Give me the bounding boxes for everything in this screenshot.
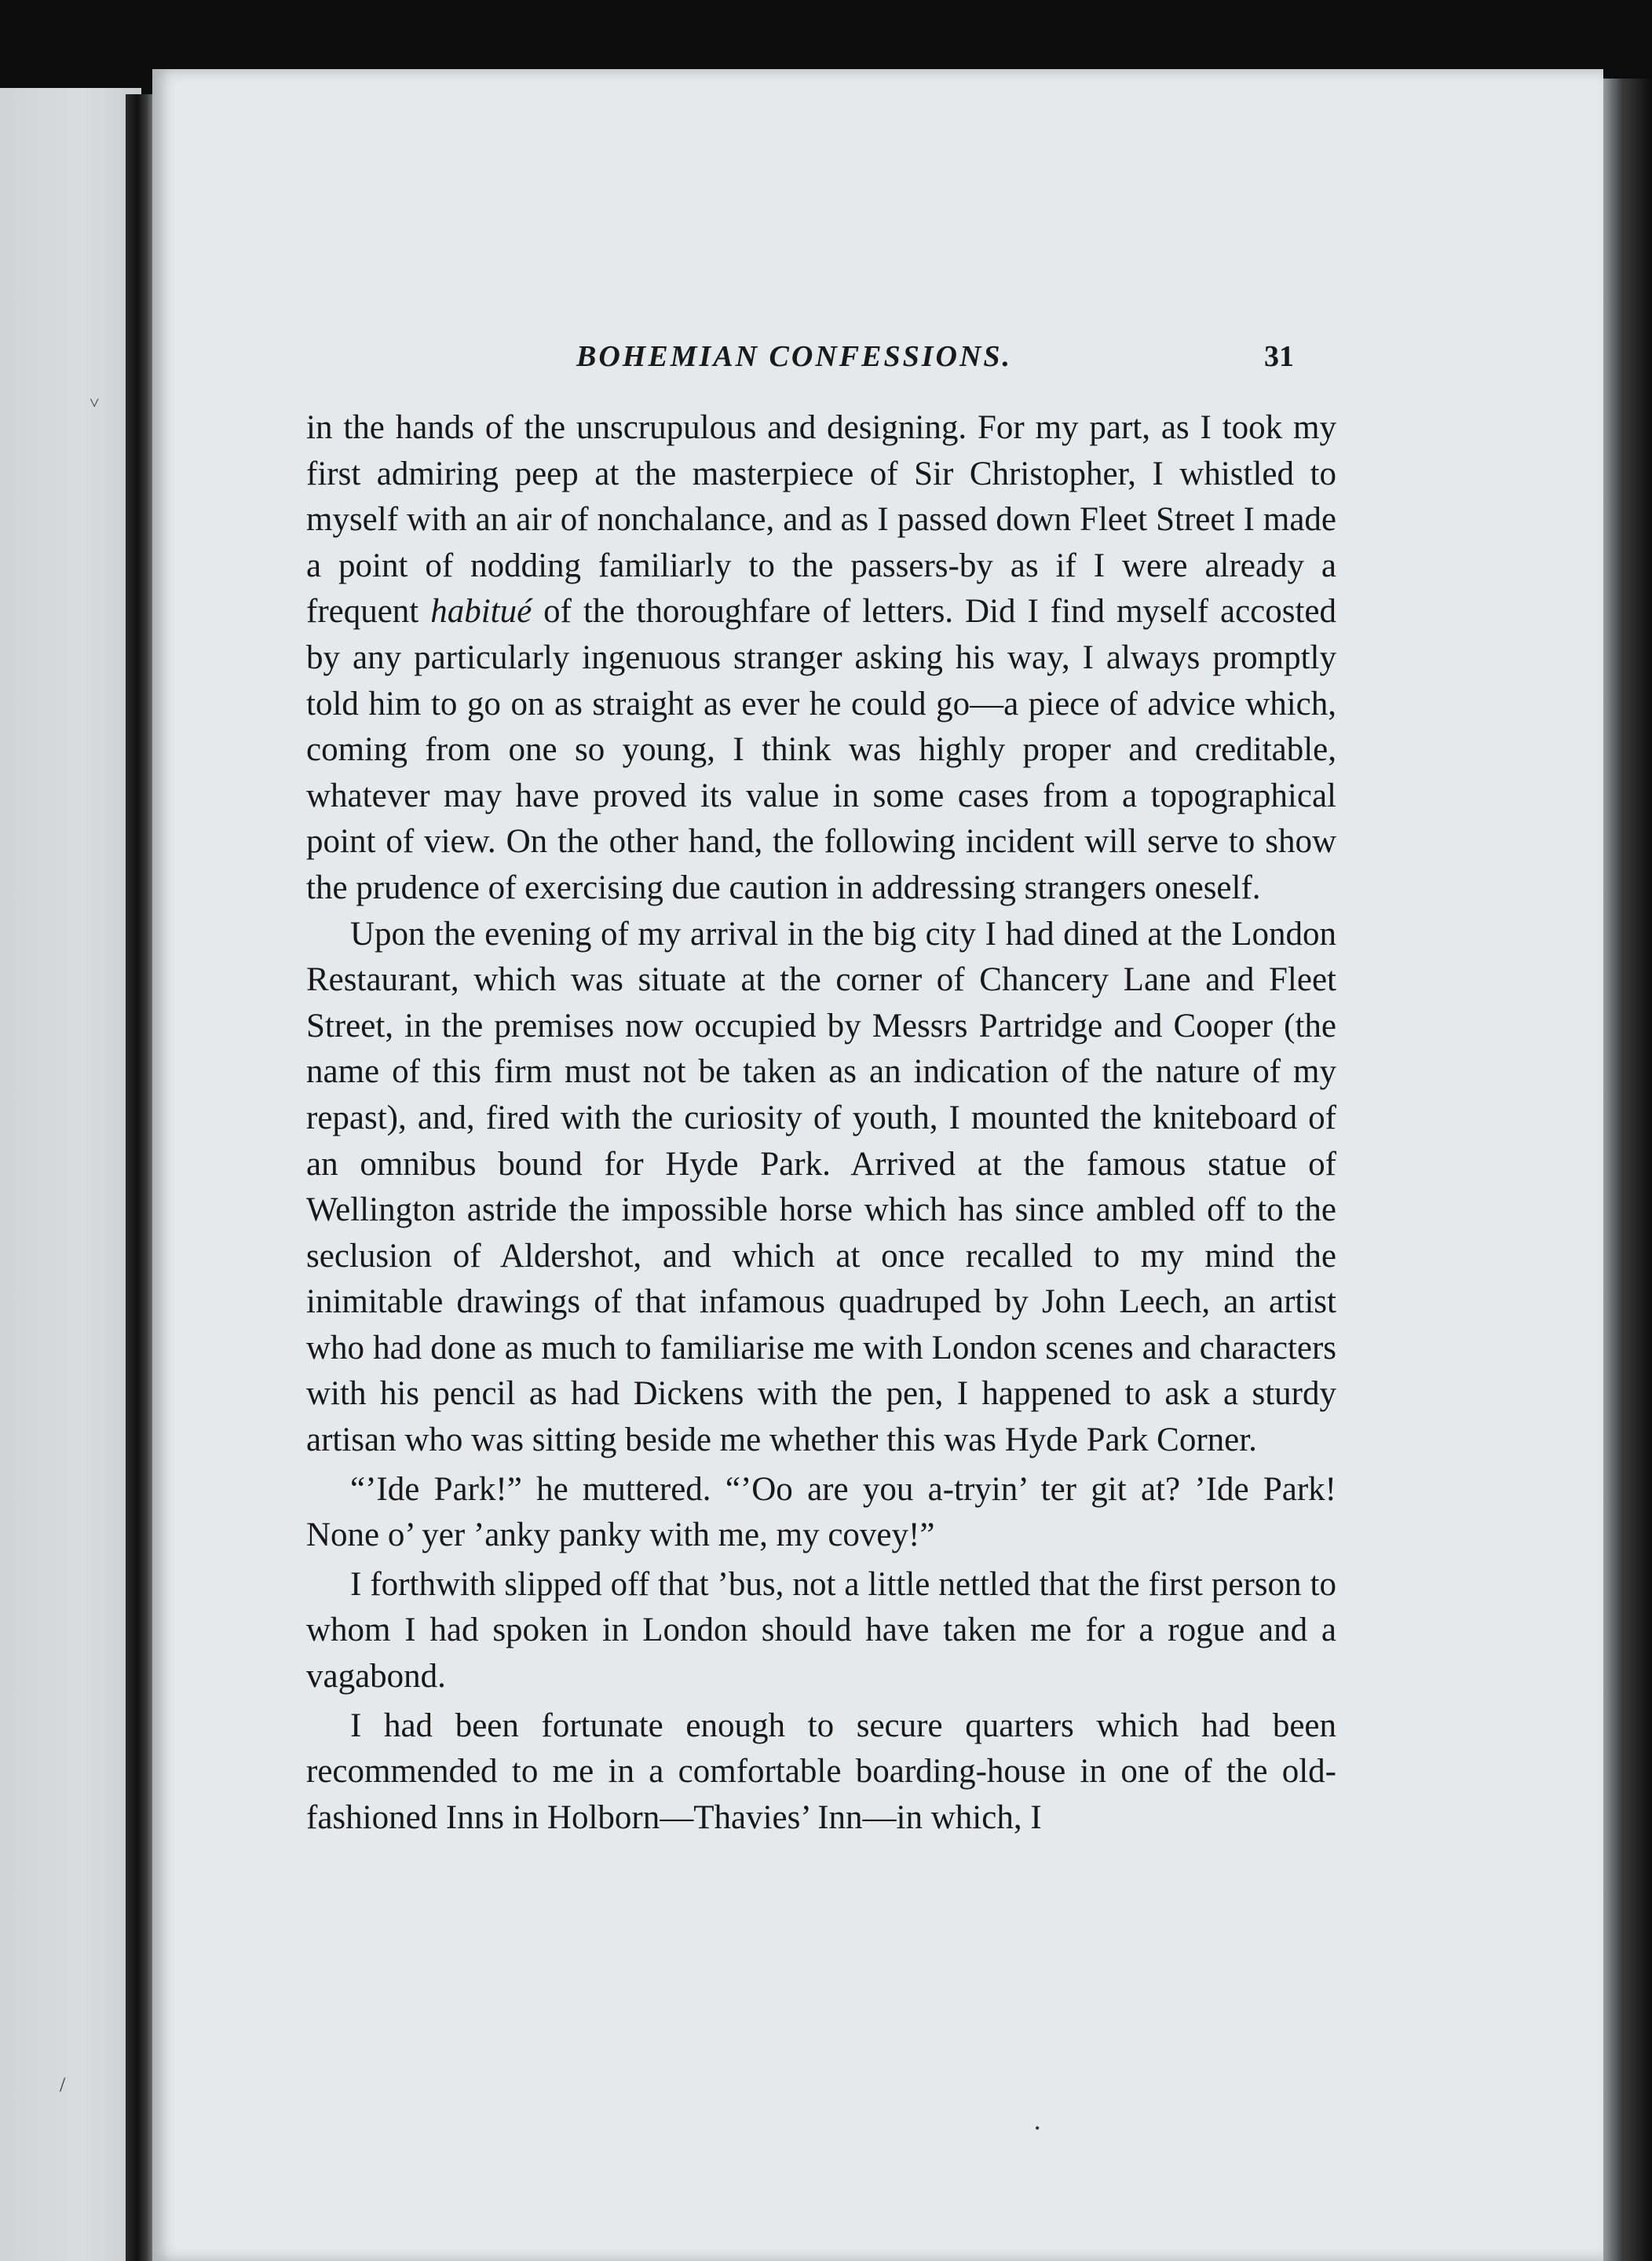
facing-page-edge: [0, 88, 141, 2261]
paragraph: “’Ide Park!” he muttered. “’Oo are you a-tryin’ ter git at? ’Ide Park! None o’ yer ’anky panky with me, my covey!”: [306, 1470, 1336, 1554]
paragraph: Upon the evening of my arrival in the big city I had dined at the London Restaurant, which was situate at the corner of Chancery Lane and Fleet Street, in the premises now occupied by Messrs Partridge and Cooper (the name of this firm must not be taken as an indication of the nature of my repast), and, fired with the curiosity of youth, I mounted the kniteboard of an omnibus bound for Hyde Park. Arrived at the famous statue of Wellington astride the impossible horse which has since ambled off to the seclusion of Aldershot, and which at once recalled to my mind the inimitable drawings of that infamous quadruped by John Leech, an artist who had done as much to familiarise me with London scenes and characters with his pencil as had Dickens with the pen, I happened to ask a sturdy artisan who was sitting beside me whether this was Hyde Park Corner.: [306, 915, 1336, 1459]
paragraph: [306, 405, 1336, 912]
paragraph: I forthwith slipped off that ’bus, not a little nettled that the first person to whom I had spoken in London should have taken me for a rogue and a vagabond.: [306, 1565, 1336, 1696]
margin-speck: /: [60, 2073, 66, 2096]
running-title: BOHEMIAN CONFESSIONS.: [576, 340, 1013, 373]
page-edge-shadow: [1602, 79, 1652, 2261]
italic-word: habitué: [430, 593, 532, 631]
page-number: 31: [1264, 340, 1294, 373]
body-text: [306, 405, 1336, 1841]
page-header: [152, 339, 1603, 386]
page-speck: •: [1035, 2120, 1040, 2136]
book-page: [152, 69, 1603, 2261]
paragraph: I had been fortunate enough to secure quarters which had been recommended to me in a comfortable boarding-house in one of the old-fashioned Inns in Holborn—Thavies’ Inn—in which, I: [306, 1707, 1336, 1836]
book-gutter: [126, 94, 155, 2261]
margin-speck: ˅: [90, 393, 100, 412]
paragraph-text: of the thoroughfare of letters. Did I find myself accosted by any particularly ingenuous stranger asking his way, I always promptly told him to go on as straight as ever he could go—a piece of advice which, coming from one so young, I think was highly proper and creditable, whatever may have proved its value in some cases from a topographical point of view. On the other hand, the following incident will serve to show the prudence of exercising due caution in addressing strangers oneself.: [306, 593, 1336, 906]
paragraph-text: in the hands of the unscrupulous and designing. For my part, as I took my first admiring peep at the masterpiece of Sir Christopher, I whistled to myself with an air of nonchalance, and as I passed down Fleet Street I made a point of nodding familiarly to the passers-by as if I were already a frequent: [306, 409, 1336, 631]
